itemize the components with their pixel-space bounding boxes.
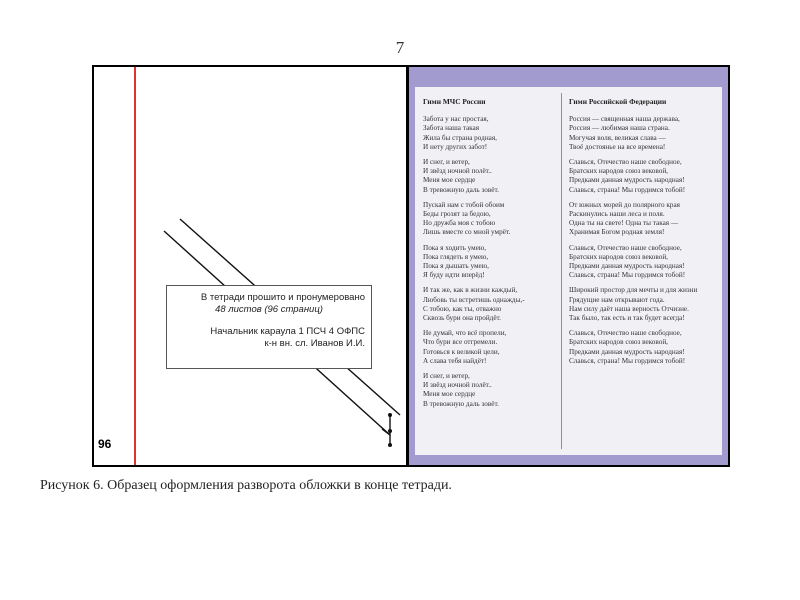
lyric-line: Пока я дышать умею, <box>423 262 489 271</box>
lyric-line: Братских народов союз вековой, <box>569 167 668 176</box>
binding-certification-stamp <box>166 285 372 369</box>
stanza <box>569 244 719 281</box>
stamp-line-stitched: В тетради прошито и пронумеровано <box>200 292 365 303</box>
right-page-back-cover <box>409 67 728 465</box>
stanza <box>423 158 559 195</box>
page-count-label: 96 <box>98 437 112 451</box>
lyric-line: А слава тебя найдёт! <box>423 356 487 365</box>
lyric-line: Славься, страна! Мы гордимся тобой! <box>569 271 686 280</box>
lyric-line: Предками данная мудрость народная! <box>569 347 685 356</box>
lyric-line: Братских народов союз вековой, <box>569 252 668 261</box>
lyric-line: И снег, и ветер, <box>423 158 470 167</box>
stamp-line-position: Начальник караула 1 ПСЧ 4 ОФПС <box>210 326 365 337</box>
lyric-line: Нам силу даёт наша верность Отчизне. <box>569 304 689 313</box>
lyric-line: В тревожную даль зовёт. <box>423 185 499 194</box>
lyric-line: Грядущие нам открывают года. <box>569 295 665 304</box>
lyric-line: И снег, и ветер, <box>423 372 470 381</box>
rf-anthem-title: Гимн Российской Федерации <box>569 97 667 106</box>
lyric-line: Беды грозят за бедою, <box>423 210 491 219</box>
lyric-line: В тревожную даль зовёт. <box>423 399 499 408</box>
lyric-line: Готовься к великой цели, <box>423 347 500 356</box>
lyric-line: Жила бы страна родная, <box>423 133 497 142</box>
lyric-line: Пускай нам с тобой обоим <box>423 200 505 209</box>
lyric-line: Россия — любимая наша страна. <box>569 124 670 133</box>
anthem-lyrics-sheet <box>415 87 722 455</box>
lyric-line: Могучая воля, великая слава — <box>569 133 666 142</box>
lyric-line: Пока глядеть я умею, <box>423 252 489 261</box>
lyric-line: Не думай, что всё пропели, <box>423 329 507 338</box>
stanza <box>423 115 559 152</box>
page-number: 7 <box>395 38 405 57</box>
lyric-line: Но дружба моя с тобою <box>423 219 496 228</box>
lyric-line: И звёзд ночной полёт.. <box>423 167 492 176</box>
stamp-line-sheets: 48 листов (96 страниц) <box>215 304 323 315</box>
rf-anthem-column <box>569 97 719 372</box>
lyric-line: И звёзд ночной полёт.. <box>423 381 492 390</box>
stanza <box>569 286 719 323</box>
lyric-line: Хранимая Богом родная земля! <box>569 228 665 237</box>
stamp-line-signature: к-н вн. сл. Иванов И.И. <box>264 338 365 349</box>
lyric-line: Что бури все отгремели. <box>423 338 498 347</box>
lyric-line: Забота наша такая <box>423 124 480 133</box>
rf-anthem-stanzas <box>569 115 719 366</box>
lyric-line: Славься, страна! Мы гордимся тобой! <box>569 356 686 365</box>
mchs-anthem-column <box>423 97 559 415</box>
lyric-line: Пока я ходить умею, <box>423 243 487 252</box>
column-separator <box>561 93 562 449</box>
lyric-line: От южных морей до полярного края <box>569 200 680 209</box>
stitch-hole-top <box>388 413 392 417</box>
lyric-line: Славься, Отечество наше свободное, <box>569 243 682 252</box>
lyric-line: Любовь ты встретишь однажды,- <box>423 295 525 304</box>
lyric-line: Широкий простор для мечты и для жизни <box>569 286 698 295</box>
stanza <box>423 372 559 409</box>
lyric-line: Я буду идти вперёд! <box>423 271 485 280</box>
lyric-line: Славься, Отечество наше свободное, <box>569 158 682 167</box>
stitch-hole-middle <box>388 429 392 433</box>
lyric-line: Братских народов союз вековой, <box>569 338 668 347</box>
figure-caption: Рисунок 6. Образец оформления разворота обложки в конце тетради. <box>40 478 452 493</box>
lyric-line: Так было, так есть и так будет всегда! <box>569 314 685 323</box>
stanza <box>423 244 559 281</box>
stanza <box>569 329 719 366</box>
lyric-line: С тобою, как ты, отважно <box>423 304 502 313</box>
lyric-line: Забота у нас простая, <box>423 115 489 124</box>
stanza <box>569 115 719 152</box>
lyric-line: И так же, как в жизни каждый, <box>423 286 518 295</box>
binding-thread-illustration <box>94 67 406 465</box>
lyric-line: Твоё достоянье на все времена! <box>569 142 666 151</box>
stitch-hole-bottom <box>388 443 392 447</box>
lyric-line: Меня мое сердце <box>423 176 476 185</box>
lyric-line: Сквозь бури она пройдёт. <box>423 314 501 323</box>
lyric-line: И нету других забот! <box>423 142 488 151</box>
lyric-line: Раскинулись наши леса и поля. <box>569 210 665 219</box>
mchs-anthem-title: Гимн МЧС России <box>423 97 486 106</box>
lyric-line: Россия — священная наша держава, <box>569 115 680 124</box>
notebook-spread <box>92 65 730 467</box>
lyric-line: Меня мое сердце <box>423 390 476 399</box>
mchs-anthem-stanzas <box>423 115 559 409</box>
lyric-line: Одна ты на свете! Одна ты такая — <box>569 219 679 228</box>
lyric-line: Предками данная мудрость народная! <box>569 262 685 271</box>
left-page-inner-cover <box>94 67 406 465</box>
stanza <box>423 329 559 366</box>
stanza <box>423 286 559 323</box>
lyric-line: Предками данная мудрость народная! <box>569 176 685 185</box>
stanza <box>569 158 719 195</box>
stanza <box>569 201 719 238</box>
lyric-line: Лишь вместе со мной умрёт. <box>423 228 511 237</box>
lyric-line: Славься, Отечество наше свободное, <box>569 329 682 338</box>
lyric-line: Славься, страна! Мы гордимся тобой! <box>569 185 686 194</box>
stanza <box>423 201 559 238</box>
